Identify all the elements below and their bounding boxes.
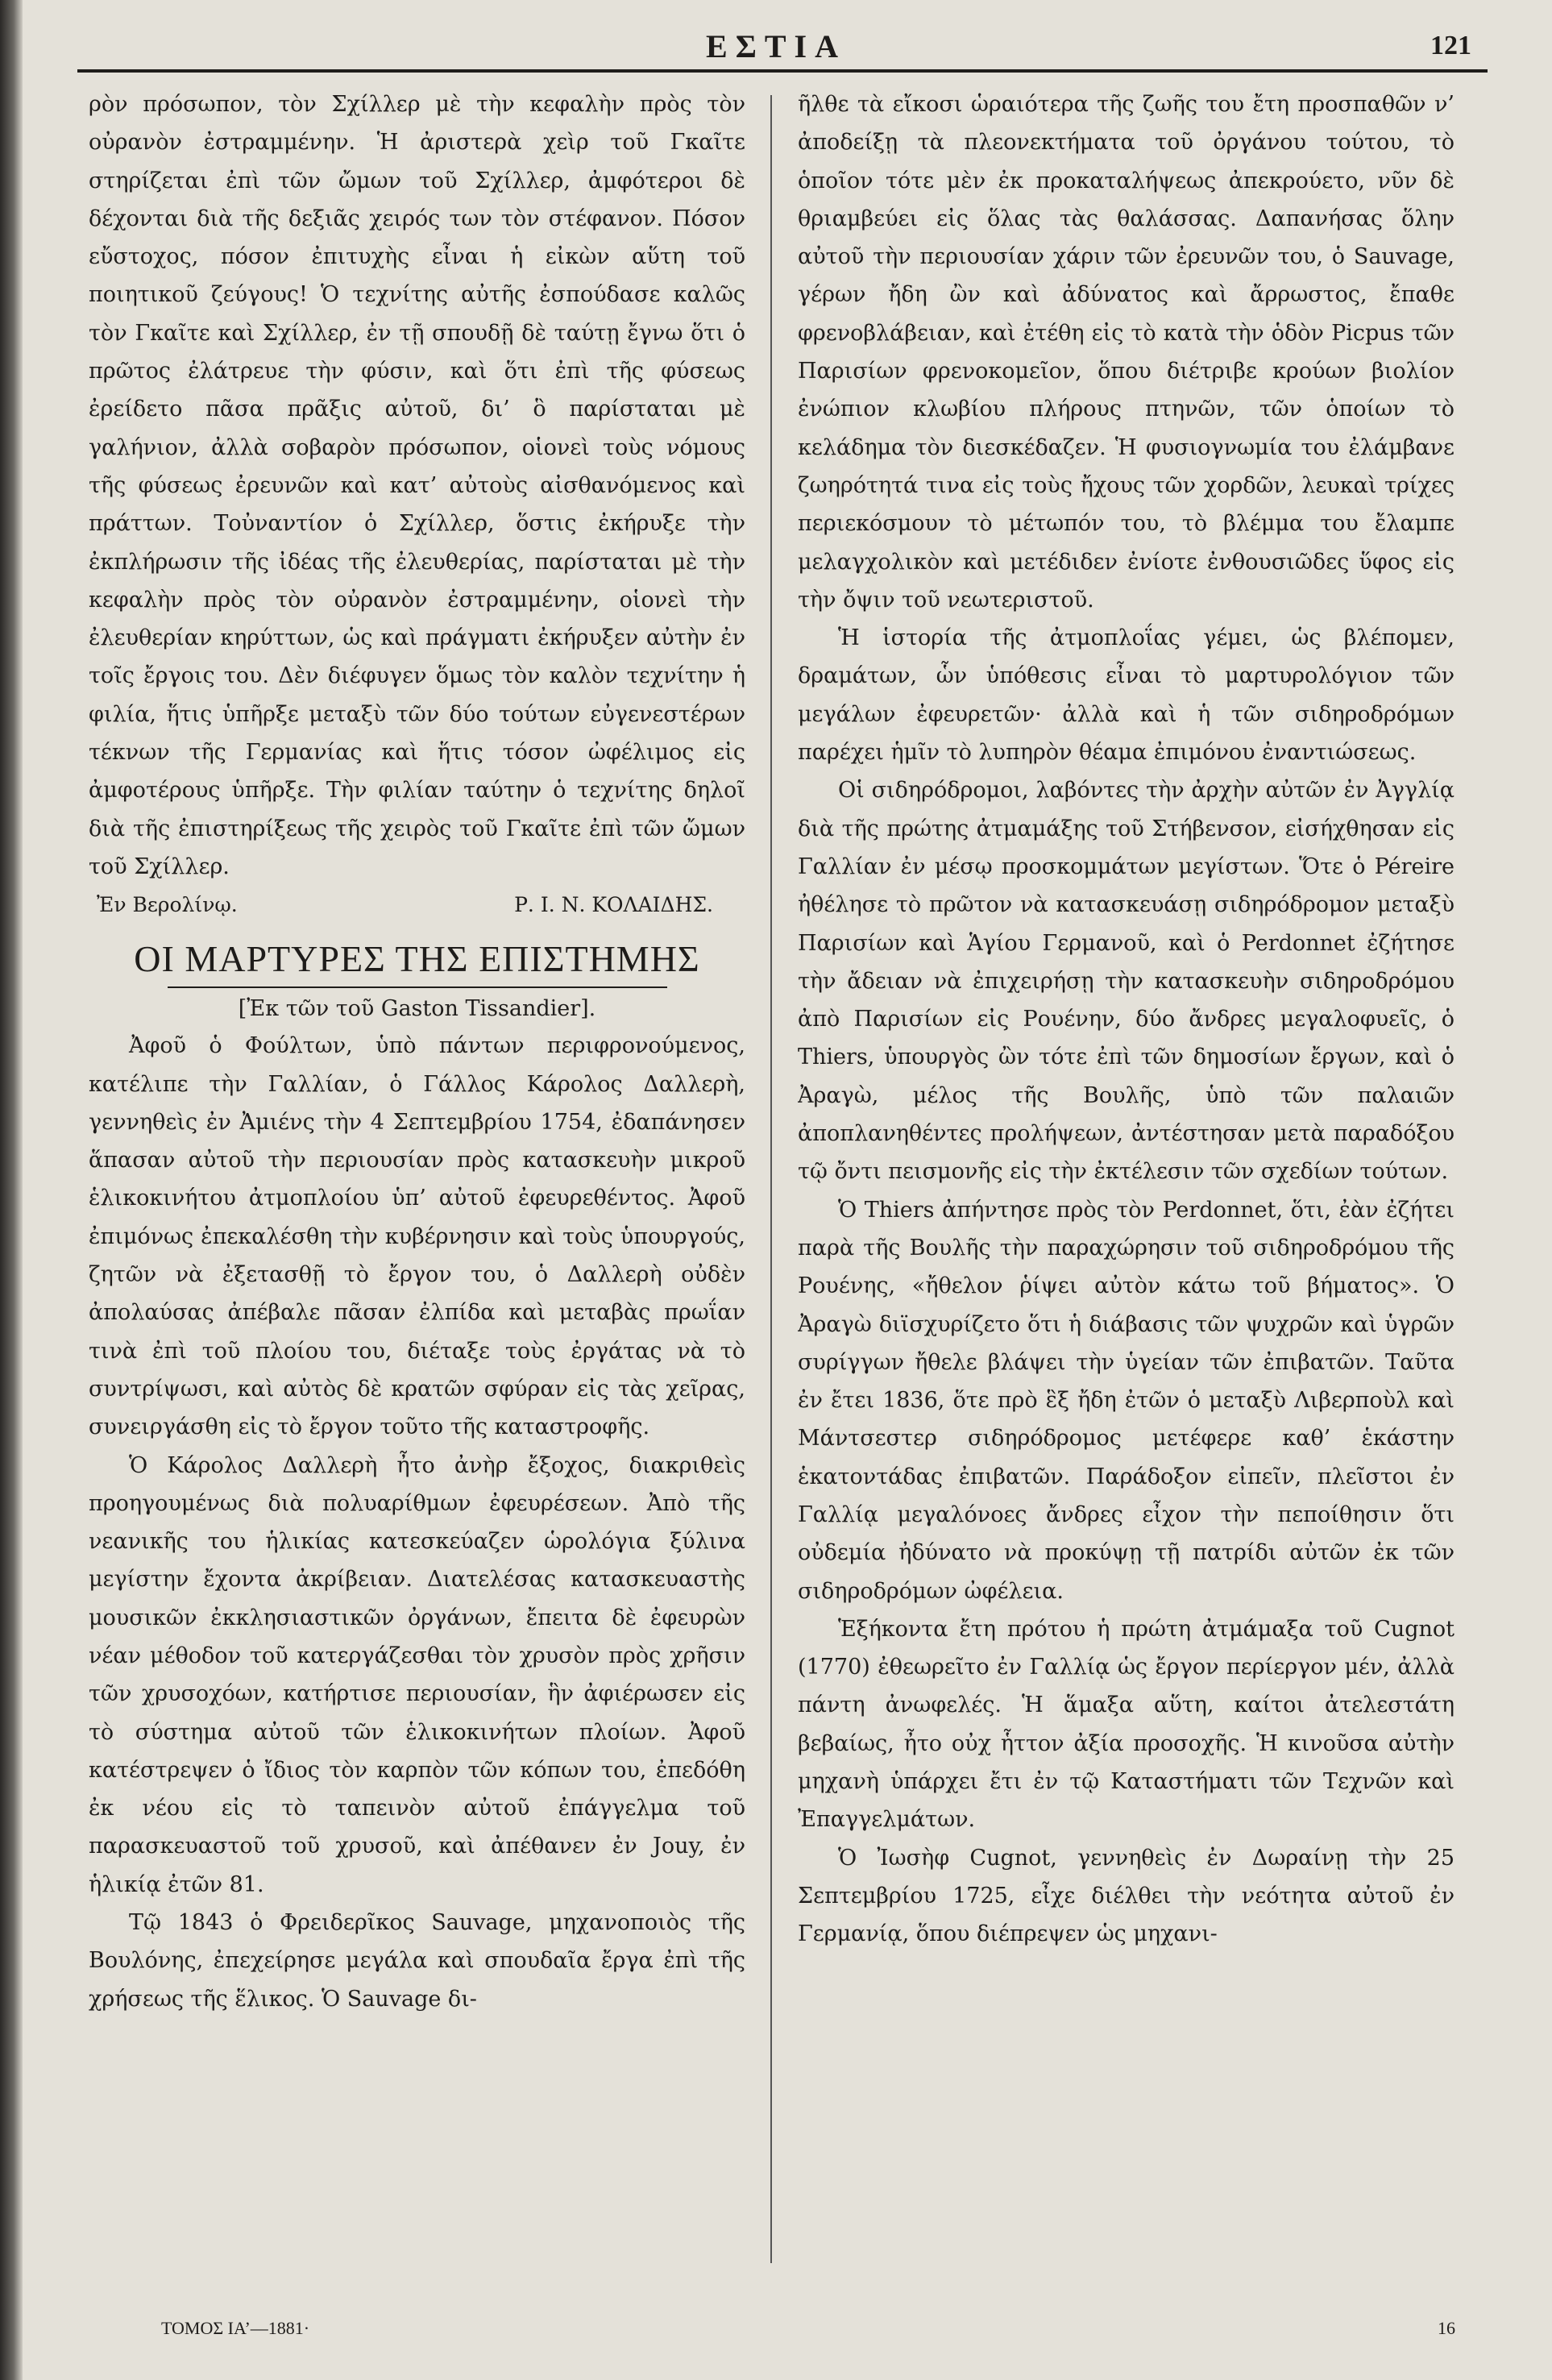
page-header	[64, 21, 1488, 69]
article-source: [Ἐκ τῶν τοῦ Gaston Tissandier].	[238, 996, 596, 1022]
body-paragraph: Ὁ Ἰωσὴφ Cugnot, γεννηθεὶς ἐν Δωραίνῃ τὴν 25 Σεπτεμβρίου 1725, εἶχε διέλθει τὴν νεότητα αὐτοῦ ἐν Γερμανίᾳ, ὅπου διέπρεψεν ὡς μηχανι-	[798, 1845, 1454, 1947]
title-rule	[168, 986, 667, 988]
continuation-paragraph: ρὸν πρόσωπον, τὸν Σχίλλερ μὲ τὴν κεφαλὴν πρὸς τὸν οὐρανὸν ἐστραμμένην. Ἡ ἀριστερὰ χεὶρ τοῦ Γκαῖτε στηρίζεται ἐπὶ τῶν ὤμων τοῦ Σχίλλερ, ἀμφότεροι δὲ δέχονται διὰ τῆς δεξιᾶς χειρός των τὸν στέφανον. Πόσον εὔστοχος, πόσον ἐπιτυχὴς εἶναι ἡ εἰκὼν αὕτη τοῦ ποιητικοῦ ζεύγους! Ὁ τεχνίτης αὐτῆς ἐσπούδασε καλῶς τὸν Γκαῖτε καὶ Σχίλλερ, ἐν τῇ σπουδῇ δὲ ταύτῃ ἔγνω ὅτι ὁ πρῶτος ἐλάτρευε τὴν φύσιν, καὶ ὅτι ἐπὶ τῆς φύσεως ἐρείδετο πᾶσα πρᾶξις αὐτοῦ, δι’ ὃ παρίσταται μὲ γαλήνιον, ἀλλὰ σοβαρὸν πρόσωπον, οἱονεὶ τοὺς νόμους τῆς φύσεως ἐρευνῶν καὶ κατ’ αὐτοὺς αἰσθανόμενος καὶ πράττων. Τοὐναντίον ὁ Σχίλλερ, ὅστις ἐκήρυξε τὴν ἐκπλήρωσιν τῆς ἰδέας τῆς ἐλευθερίας, παρίσταται μὲ τὴν κεφαλὴν πρὸς τὸν οὐρανὸν ἐστραμμένην, οἱονεὶ τὴν ἐλευθερίαν κηρύττων, ὡς καὶ πράγματι ἐκήρυξεν αὐτὴν ἐν τοῖς ἔργοις του. Δὲν διέφυγεν ὅμως τὸν καλὸν τεχνίτην ἡ φιλία, ἥτις ὑπῆρξε μεταξὺ τῶν δύο τούτων εὐγενεστέρων τέκνων τῆς Γερμανίας καὶ ἥτις τόσον ὠφέλιμος εἰς ἀμφοτέρους ὑπῆρξε. Τὴν φιλίαν ταύτην ὁ τεχνίτης δηλοῖ διὰ τῆς ἐπιστηρίξεως τῆς χειρὸς τοῦ Γκαῖτε ἐπὶ τῶν ὤμων τοῦ Σχίλλερ.	[89, 92, 745, 879]
article-title: ΟΙ ΜΑΡΤΥΡΕΣ ΤΗΣ ΕΠΙΣΤΗΜΗΣ	[134, 938, 700, 980]
body-paragraph: Ἀφοῦ ὁ Φούλτων, ὑπὸ πάντων περιφρονούμενος, κατέλιπε τὴν Γαλλίαν, ὁ Γάλλος Κάρολος Δαλλερὴ, γεννηθεὶς ἐν Ἀμιένς τὴν 4 Σεπτεμβρίου 1754, ἐδαπάνησεν ἅπασαν αὐτοῦ τὴν περιουσίαν πρὸς κατασκευὴν μικροῦ ἑλικοκινήτου ἀτμοπλοίου ὑπ’ αὐτοῦ ἐφευρεθέντος. Ἀφοῦ ἐπιμόνως ἐπεκαλέσθη τὴν κυβέρνησιν καὶ τοὺς ὑπουργούς, ζητῶν νὰ ἐξετασθῇ τὸ ἔργον του, ὁ Δαλλερὴ οὐδὲν ἀπολαύσας ἀπέβαλε πᾶσαν ἐλπίδα καὶ μεταβὰς πρωΐαν τινὰ ἐπὶ τοῦ πλοίου του, διέταξε τοὺς ἐργάτας νὰ τὸ συντρίψωσι, καὶ αὐτὸς δὲ κρατῶν σφύραν εἰς τὰς χεῖρας, συνειργάσθη εἰς τὸ ἔργον τοῦτο τῆς καταστροφῆς.	[89, 1033, 745, 1440]
volume-line: ΤΟΜΟΣ ΙΑ’—1881·	[161, 2318, 310, 2338]
signature-author: Ρ. Ι. Ν. ΚΟΛΑΙΔΗΣ.	[514, 893, 713, 917]
body-paragraph: Ἡ ἱστορία τῆς ἀτμοπλοΐας γέμει, ὡς βλέπομεν, δραμάτων, ὧν ὑπόθεσις εἶναι τὸ μαρτυρολόγιον τῶν μεγάλων ἐφευρετῶν· ἀλλὰ καὶ ἡ τῶν σιδηροδρόμων παρέχει ἡμῖν τὸ λυπηρὸν θέαμα ἐπιμόνου ἐναντιώσεως.	[798, 625, 1454, 766]
body-paragraph: Ἑξήκοντα ἔτη πρότου ἡ πρώτη ἀτμάμαξα τοῦ Cugnot (1770) ἐθεωρεῖτο ἐν Γαλλίᾳ ὡς ἔργον περίεργον μέν, ἀλλὰ πάντη ἀνωφελές. Ἡ ἅμαξα αὕτη, καίτοι ἀτελεστάτη βεβαίως, ἦτο οὐχ ἧττον ἀξία προσοχῆς. Ἡ κινοῦσα αὐτὴν μηχανὴ ὑπάρχει ἔτι ἐν τῷ Καταστήματι τῶν Τεχνῶν καὶ Ἐπαγγελμάτων.	[798, 1616, 1454, 1833]
body-paragraph: Τῷ 1843 ὁ Φρειδερῖκος Sauvage, μηχανοποιὸς τῆς Βουλόνης, ἐπεχείρησε μεγάλα καὶ σπουδαῖα ἔργα ἐπὶ τῆς χρήσεως τῆς ἕλικος. Ὁ Sauvage δι-	[89, 1910, 745, 2012]
column-divider	[770, 95, 772, 2263]
body-paragraph: Ὁ Κάρολος Δαλλερὴ ἦτο ἀνὴρ ἔξοχος, διακριθεὶς προηγουμένως διὰ πολυαρίθμων ἐφευρέσεων. Ἀπὸ τῆς νεανικῆς του ἡλικίας κατεσκεύαζεν ὡρολόγια ξύλινα μεγίστην ἔχοντα ἀκρίβειαν. Διατελέσας κατασκευαστὴς μουσικῶν ἐκκλησιαστικῶν ὀργάνων, ἔπειτα δὲ ἐφευρὼν νέαν μέθοδον τοῦ κατεργάζεσθαι τὸν χρυσὸν πρὸς χρῆσιν τῶν χρυσοχόων, κατήρτισε περιουσίαν, ἣν ἀφιέρωσεν εἰς τὸ σύστημα αὐτοῦ τῶν ἑλικοκινήτων πλοίων. Ἀφοῦ κατέστρεψεν ὁ ἴδιος τὸν καρπὸν τῶν κόπων του, ἐπεδόθη ἐκ νέου εἰς τὸ ταπεινὸν αὐτοῦ ἐπάγγελμα τοῦ παρασκευαστοῦ τοῦ χρυσοῦ, καὶ ἀπέθανεν ἐν Jouy, ἐν ἡλικίᾳ ἐτῶν 81.	[89, 1452, 745, 1897]
body-paragraph: Ὁ Thiers ἀπήντησε πρὸς τὸν Perdonnet, ὅτι, ἐὰν ἐζήτει παρὰ τῆς Βουλῆς τὴν παραχώρησιν τοῦ σιδηροδρόμου τῆς Ρουένης, «ἤθελον ῥίψει αὐτὸν κάτω τοῦ βήματος». Ὁ Ἀραγὼ διϊσχυρίζετο ὅτι ἡ διάβασις τῶν ψυχρῶν καὶ ὑγρῶν συρίγγων ἤθελε βλάψει τὴν ὑγείαν τῶν ἐπιβατῶν. Ταῦτα ἐν ἔτει 1836, ὅτε πρὸ ἓξ ἤδη ἐτῶν ὁ μεταξὺ Λιβερποὺλ καὶ Μάντσεστερ σιδηρόδρομος μετέφερε καθ’ ἑκάστην ἑκατοντάδας ἐπιβατῶν. Παράδοξον εἰπεῖν, πλεῖστοι ἐν Γαλλίᾳ μεγαλόνοες ἄνδρες εἶχον τὴν πεποίθησιν ὅτι οὐδεμία ἠδύνατο νὰ προκύψῃ τῇ πατρίδι αὐτῶν ἐκ τῶν σιδηροδρόμων ὠφέλεια.	[798, 1197, 1454, 1604]
signature-place: Ἐν Βερολίνῳ.	[97, 893, 238, 917]
running-title: ΕΣΤΙΑ	[706, 28, 846, 64]
header-rule	[77, 69, 1488, 73]
left-column	[89, 85, 745, 2270]
page-footer	[161, 2318, 1455, 2350]
right-column	[798, 85, 1454, 2270]
page-number: 121	[1430, 31, 1471, 60]
signature-line	[89, 886, 745, 924]
body-paragraph: Οἱ σιδηρόδρομοι, λαβόντες τὴν ἀρχὴν αὐτῶν ἐν Ἀγγλίᾳ διὰ τῆς πρώτης ἀτμαμάξης τοῦ Στήβενσον, εἰσήχθησαν εἰς Γαλλίαν ἐν μέσῳ προσκομμάτων μεγίστων. Ὅτε ὁ Péreire ἠθέλησε τὸ πρῶτον νὰ κατασκευάσῃ σιδηρόδρομον μεταξὺ Παρισίων καὶ Ἁγίου Γερμανοῦ, καὶ ὁ Perdonnet ἐζήτησε τὴν ἄδειαν νὰ ἐπιχειρήσῃ τὴν κατασκευὴν σιδηροδρόμου ἀπὸ Παρισίων εἰς Ρουένην, δύο ἄνδρες μεγαλοφυεῖς, ὁ Thiers, ὑπουργὸς ὢν τότε ἐπὶ τῶν δημοσίων ἔργων, καὶ ὁ Ἀραγὼ, μέλος τῆς Βουλῆς, ὑπὸ τῶν παλαιῶν ἀποπλανηθέντες προλήψεων, ἀντέστησαν μετὰ παραδόξου τῷ ὄντι πεισμονῆς εἰς τὴν ἐκτέλεσιν τῶν σχεδίων τούτων.	[798, 778, 1454, 1185]
body-paragraph: ῆλθε τὰ εἴκοσι ὡραιότερα τῆς ζωῆς του ἔτη προσπαθῶν ν’ ἀποδείξῃ τὰ πλεονεκτήματα τοῦ ὀργάνου τούτου, τὸ ὁποῖον τότε μὲν ἐκ προκαταλήψεως ἀπεκρούετο, νῦν δὲ θριαμβεύει εἰς ὅλας τὰς θαλάσσας. Δαπανήσας ὅλην αὐτοῦ τὴν περιουσίαν χάριν τῶν ἐρευνῶν του, ὁ Sauvage, γέρων ἤδη ὢν καὶ ἀδύνατος καὶ ἄρρωστος, ἔπαθε φρενοβλάβειαν, καὶ ἐτέθη εἰς τὸ κατὰ τὴν ὁδὸν Picpus τῶν Παρισίων φρενοκομεῖον, ὅπου διέτριβε κρούων βιολίον ἐνώπιον κλωβίου πλήρους πτηνῶν, τῶν ὁποίων τὸ κελάδημα τὸν διεσκέδαζεν. Ἡ φυσιογνωμία του ἐλάμβανε ζωηρότητά τινα εἰς τοὺς ἤχους τῶν χορδῶν, λευκαὶ τρίχες περιεκόσμουν τὸ μέτωπόν του, τὸ βλέμμα του ἔλαμπε μελαγχολικὸν καὶ μετέδιδεν ἐνίοτε ἐνθουσιῶδες ὕφος εἰς τὴν ὄψιν τοῦ νεωτεριστοῦ.	[798, 92, 1454, 613]
book-binding-shadow	[0, 0, 23, 2380]
signature-mark: 16	[1438, 2318, 1455, 2338]
